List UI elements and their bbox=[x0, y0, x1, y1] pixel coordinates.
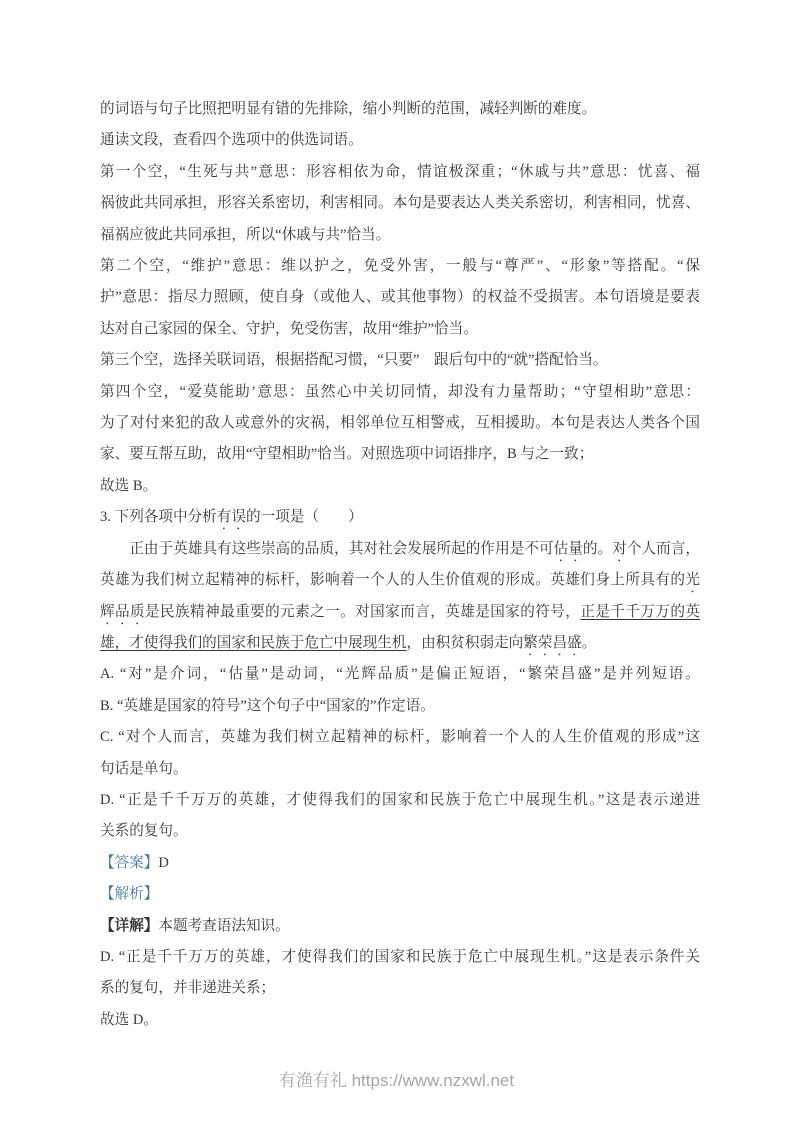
blank4-line-2: 为了对付来犯的敌人或意外的灾祸，相邻单位互相警戒，互相援助。本句是表达人类各个国 bbox=[100, 415, 700, 432]
analysis-label: 【解析】 bbox=[100, 886, 159, 903]
blank2-line-1: 第二个空，“维护”意思：维以护之，免受外害，一般与“尊严”、“形象”等搭配。“保 bbox=[100, 258, 700, 275]
answer-value: D bbox=[158, 854, 169, 871]
blank3-line-1: 第三个空，选择关联词语，根据搭配习惯，“只要” 跟后句中的“就”搭配恰当。 bbox=[100, 352, 608, 369]
question-3-stem-suffix: 的一项是（ ） bbox=[245, 509, 363, 526]
conclusion-d-line: 故选 D。 bbox=[100, 1011, 158, 1028]
passage-line-4 bbox=[100, 628, 700, 659]
underlined-clause-end: 雄，才使得我们的国家和民族于危亡中展现生机 bbox=[100, 634, 407, 651]
blank1-line-3: 福祸应彼此共同承担，所以“休戚与共”恰当。 bbox=[100, 226, 391, 243]
detail-line bbox=[100, 911, 700, 942]
emphasized-word-fanrongchangsheng: 繁荣昌盛 bbox=[523, 634, 582, 651]
passage-text: 英雄为我们树立起精神的标杆，影响着一个人的人生价值观的形成。英雄们身上所具有的 bbox=[100, 572, 686, 589]
emphasized-word-guang: 光 bbox=[685, 572, 700, 589]
detail-label: 【详解】 bbox=[100, 917, 159, 934]
option-b: B. “英雄是国家的符号”这个句子中“国家的”作定语。 bbox=[100, 697, 435, 714]
passage-text: 是民族精神最重要的元素之一。对国家而言，英雄是国家的符号， bbox=[145, 603, 581, 620]
passage-text: 个人而言， bbox=[626, 540, 700, 557]
option-d-line-2: 关系的复句。 bbox=[100, 823, 188, 840]
blank2-line-3: 达对自己家园的保全、守护，免受伤害，故用“维护”恰当。 bbox=[100, 320, 478, 337]
document-content bbox=[100, 94, 700, 1036]
analysis-label-line bbox=[100, 879, 700, 910]
passage-text: 。 bbox=[581, 634, 597, 651]
option-a: A. “对”是介词，“估量”是动词，“光辉品质”是偏正短语，“繁荣昌盛”是并列短语。 bbox=[100, 666, 700, 683]
analysis-read-line: 通读文段，查看四个选项中的供选词语。 bbox=[100, 132, 363, 149]
detail-d-line-2: 系的复句，并非递进关系； bbox=[100, 980, 276, 997]
emphasized-word-dui: 对 bbox=[612, 540, 627, 557]
passage-text: ，由积贫积弱走向 bbox=[406, 634, 524, 651]
option-c-line-1: C. “对个人而言，英雄为我们树立起精神的标杆，影响着一个人的人生价值观的形成”这 bbox=[100, 729, 700, 746]
passage-text: 正由于英雄具有这些崇高的品质，其对社会发展所起的作用是不可 bbox=[129, 540, 554, 557]
answer-label: 【答案】 bbox=[100, 854, 159, 871]
blank1-line-2: 祸彼此共同承担，形容关系密切，利害相同。本句是要表达人类关系密切，利害相同，忧喜、 bbox=[100, 195, 700, 212]
conclusion-b-line: 故选 B。 bbox=[100, 477, 158, 494]
emphasized-word-youwu: 有误 bbox=[216, 509, 246, 526]
detail-d-line-1: D. “正是千千万万的英雄，才使得我们的国家和民族于危亡中展现生机。”这是表示条件关 bbox=[100, 948, 700, 965]
passage-line-1 bbox=[100, 534, 700, 565]
blank2-line-2: 护”意思：指尽力照顾，使自身（或他人、或其他事物）的权益不受损害。本句语境是要表 bbox=[100, 289, 700, 306]
question-3-stem-prefix: 3. 下列各项中分析 bbox=[100, 509, 217, 526]
passage-line-2 bbox=[100, 565, 700, 596]
detail-text: 本题考查语法知识。 bbox=[158, 917, 290, 934]
passage-text: 的。 bbox=[582, 540, 613, 557]
blank1-line-1: 第一个空，“生死与共”意思：形容相依为命，情谊极深重；“休戚与共”意思：忧喜、福 bbox=[100, 163, 700, 180]
question-3-stem bbox=[100, 502, 700, 533]
watermark-footer bbox=[0, 1066, 793, 1091]
blank4-line-3: 家、要互帮互助，故用“守望相助”恰当。对照选项中词语排序，B 与之一致； bbox=[100, 446, 594, 463]
underlined-clause-start: 正是千千万万的英 bbox=[580, 603, 700, 620]
option-c-line-2: 句话是单句。 bbox=[100, 760, 188, 777]
blank4-line-1: 第四个空，“爱莫能助’意思：虽然心中关切同情，却没有力量帮助；“守望相助”意思： bbox=[100, 383, 700, 400]
passage-line-3 bbox=[100, 597, 700, 628]
answer-line bbox=[100, 848, 700, 879]
option-d-line-1: D. “正是千千万万的英雄，才使得我们的国家和民族于危亡中展现生机。”这是表示递进 bbox=[100, 791, 700, 808]
watermark-text: 有渔有礼 https://www.nzxwl.net bbox=[278, 1071, 515, 1090]
emphasized-word-huipinzhi: 辉品质 bbox=[100, 603, 146, 620]
emphasized-word-guliang: 估量 bbox=[553, 540, 583, 557]
analysis-carryover-line: 的词语与句子比照把明显有错的先排除，缩小判断的范围，减轻判断的难度。 bbox=[100, 101, 597, 117]
